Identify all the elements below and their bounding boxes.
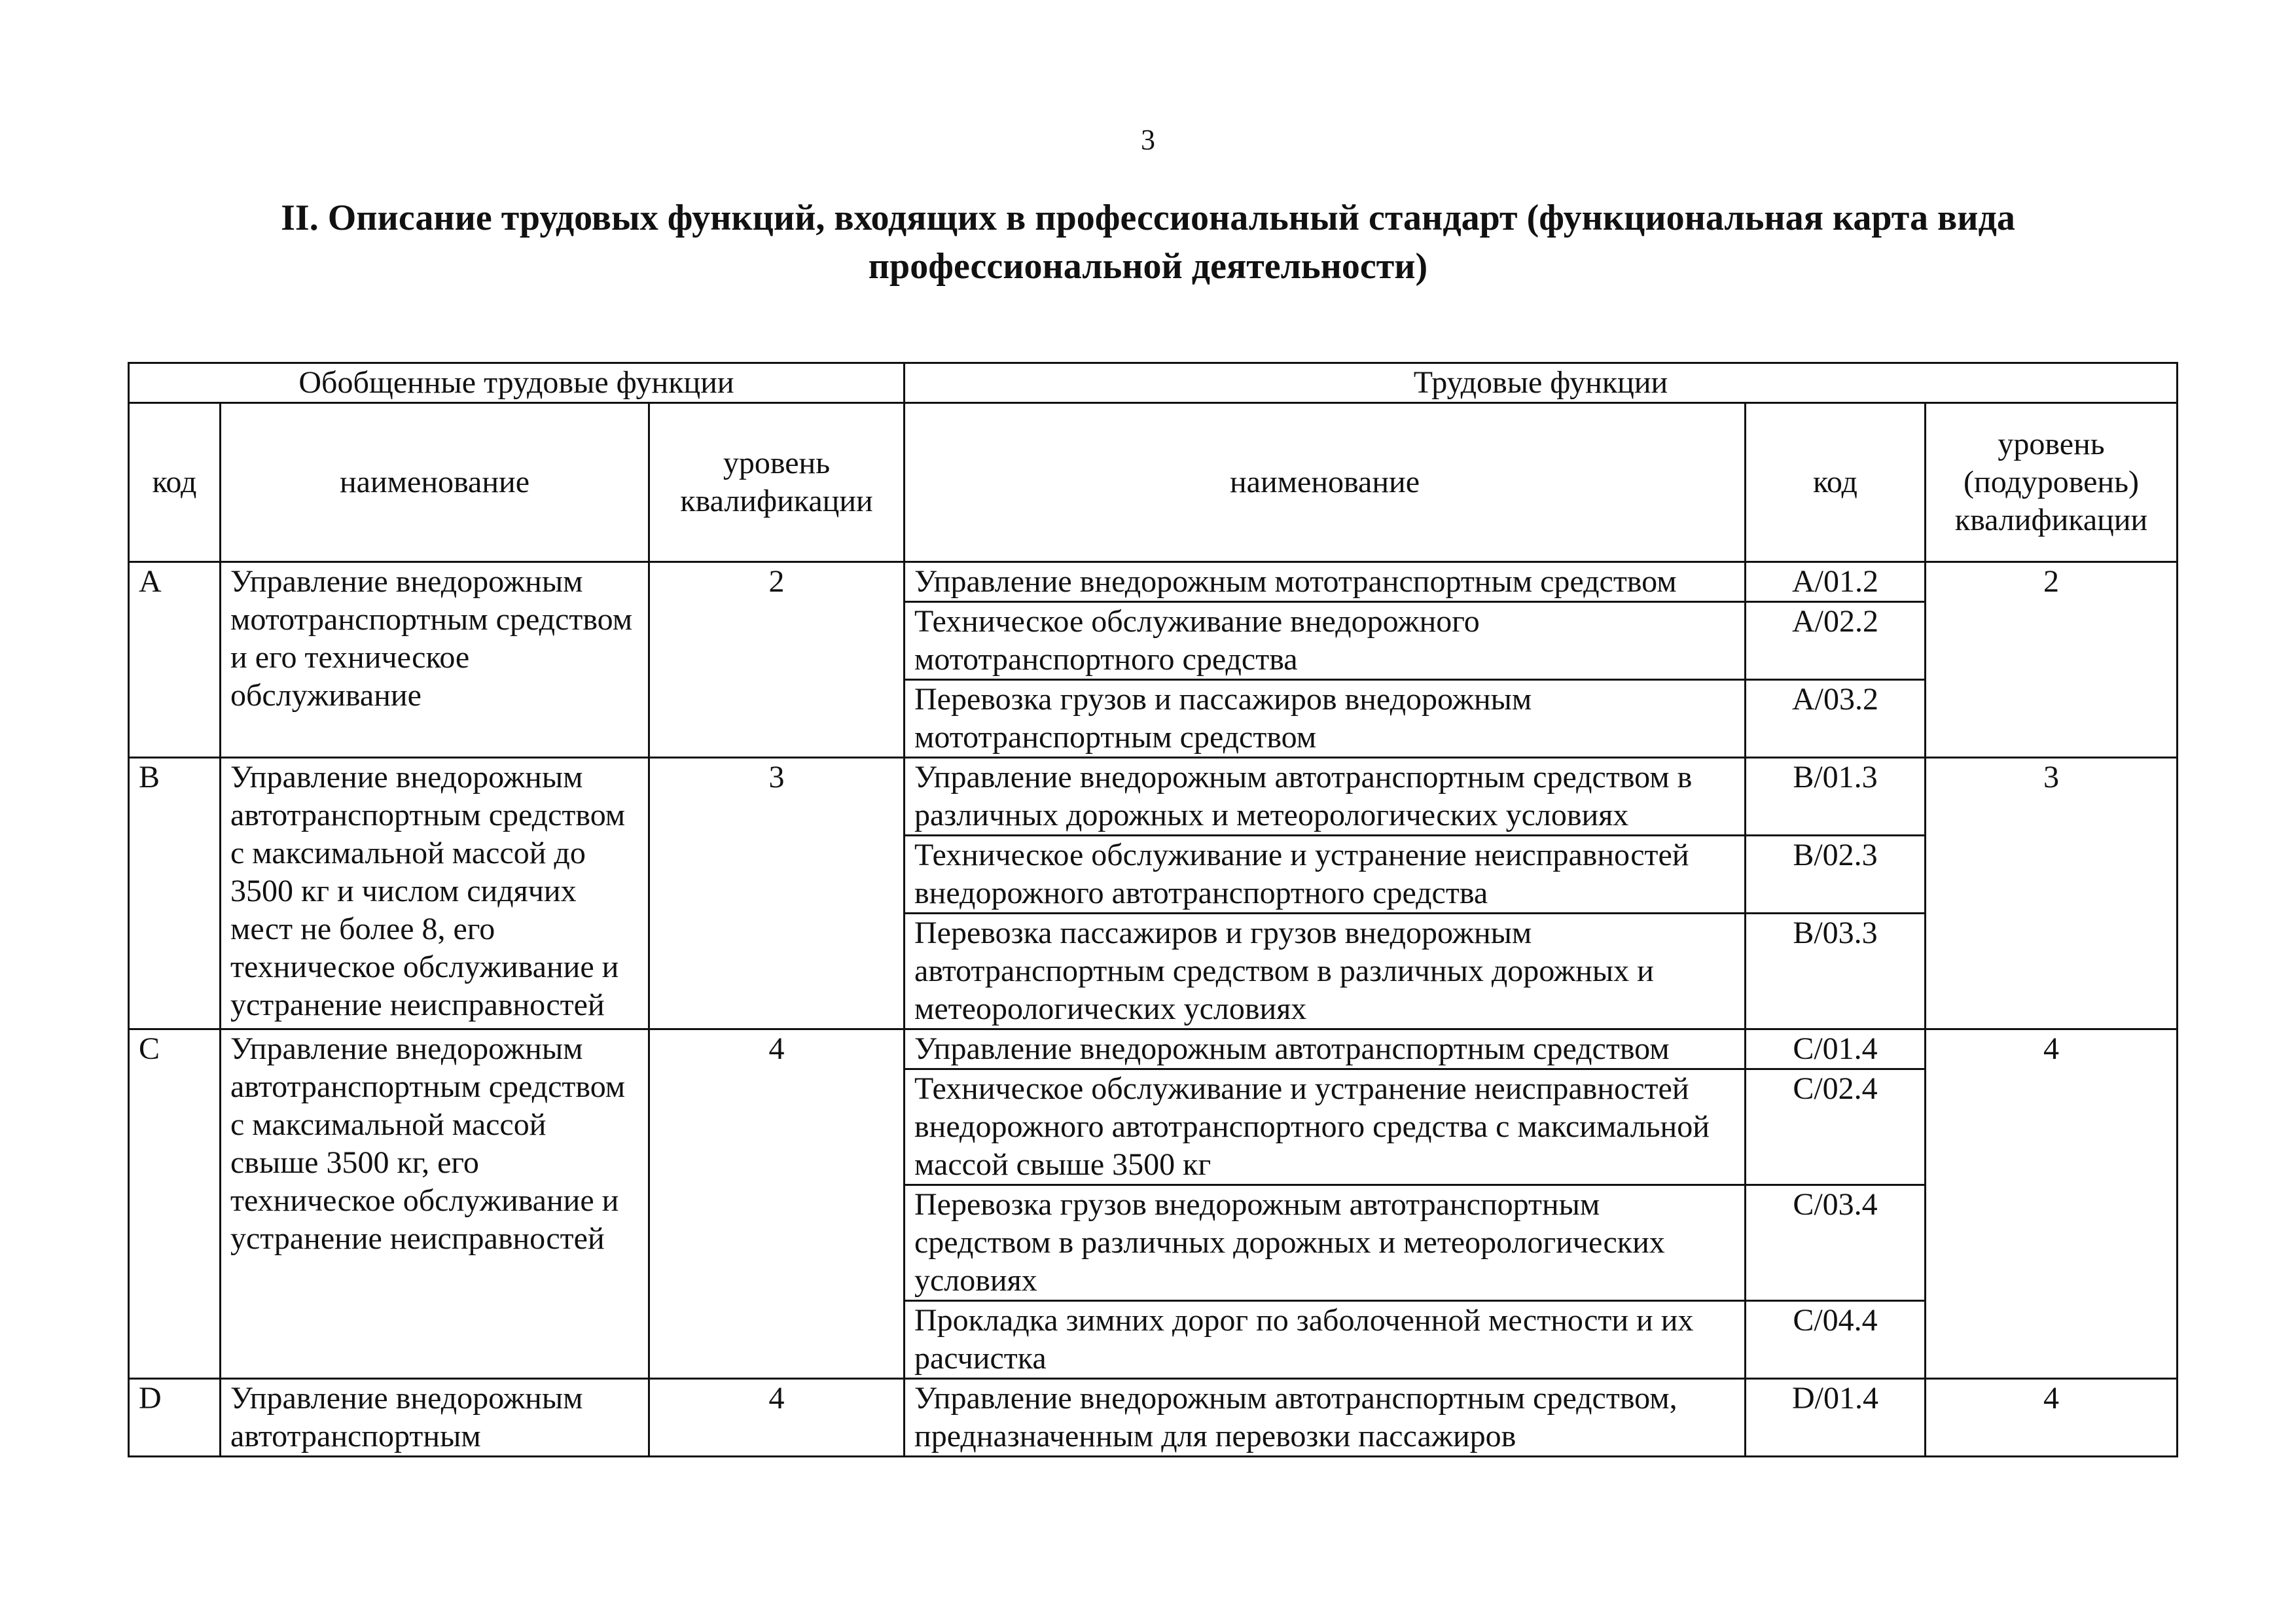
function-sublevel: 4 bbox=[1926, 1379, 2178, 1457]
group-name: Управление внедорожным автотранспортным средством с максимальной массой до 3500 кг и числом сидячих мест не более 8, его техническое обслуживание и устранение неисправностей bbox=[221, 758, 649, 1029]
function-name: Управление внедорожным автотранспортным средством, предназначенным для перевозки пассажиров bbox=[905, 1379, 1746, 1457]
group-level: 4 bbox=[649, 1029, 905, 1379]
group-code: C bbox=[129, 1029, 221, 1379]
function-name: Перевозка грузов внедорожным автотранспортным средством в различных дорожных и метеорологических условиях bbox=[905, 1185, 1746, 1301]
function-name: Техническое обслуживание внедорожного мототранспортного средства bbox=[905, 602, 1746, 680]
group-code: A bbox=[129, 562, 221, 758]
function-code: A/01.2 bbox=[1746, 562, 1926, 602]
function-name: Прокладка зимних дорог по заболоченной местности и их расчистка bbox=[905, 1301, 1746, 1379]
function-name: Техническое обслуживание и устранение неисправностей внедорожного автотранспортного средства с максимальной массой свыше 3500 кг bbox=[905, 1069, 1746, 1185]
function-code: B/01.3 bbox=[1746, 758, 1926, 836]
function-name: Управление внедорожным автотранспортным средством в различных дорожных и метеорологических условиях bbox=[905, 758, 1746, 836]
labor-functions-header: Трудовые функции bbox=[905, 363, 2178, 403]
table-row bbox=[129, 1029, 2178, 1069]
col-func-level bbox=[1926, 403, 2178, 562]
group-code: B bbox=[129, 758, 221, 1029]
section-heading bbox=[118, 194, 2178, 291]
heading-line-2: профессиональной деятельности) bbox=[868, 246, 1428, 287]
function-code: C/02.4 bbox=[1746, 1069, 1926, 1185]
group-header-row bbox=[129, 363, 2178, 403]
function-code: B/02.3 bbox=[1746, 836, 1926, 914]
functional-map-table bbox=[128, 362, 2178, 1457]
function-code: A/03.2 bbox=[1746, 680, 1926, 758]
col-func-name: наименование bbox=[905, 403, 1746, 562]
page-number: 3 bbox=[1141, 124, 1155, 156]
col-gen-level: уровень квалификации bbox=[649, 403, 905, 562]
col-func-code: код bbox=[1746, 403, 1926, 562]
function-sublevel: 4 bbox=[1926, 1029, 2178, 1379]
group-code: D bbox=[129, 1379, 221, 1457]
table-row bbox=[129, 758, 2178, 836]
col-gen-code: код bbox=[129, 403, 221, 562]
function-name: Перевозка грузов и пассажиров внедорожным мототранспортным средством bbox=[905, 680, 1746, 758]
function-code: C/04.4 bbox=[1746, 1301, 1926, 1379]
col-func-level-line-1: уровень bbox=[1998, 427, 2105, 461]
col-func-level-line-3: квалификации bbox=[1954, 503, 2148, 537]
function-sublevel: 3 bbox=[1926, 758, 2178, 1029]
group-name: Управление внедорожным мототранспортным средством и его техническое обслуживание bbox=[221, 562, 649, 758]
function-name: Управление внедорожным мототранспортным средством bbox=[905, 562, 1746, 602]
function-code: B/03.3 bbox=[1746, 914, 1926, 1029]
table-row bbox=[129, 562, 2178, 602]
group-level: 2 bbox=[649, 562, 905, 758]
group-name: Управление внедорожным автотранспортным bbox=[221, 1379, 649, 1457]
function-sublevel: 2 bbox=[1926, 562, 2178, 758]
group-level: 4 bbox=[649, 1379, 905, 1457]
table-row bbox=[129, 1379, 2178, 1457]
function-code: A/02.2 bbox=[1746, 602, 1926, 680]
generalized-functions-header: Обобщенные трудовые функции bbox=[129, 363, 905, 403]
function-code: D/01.4 bbox=[1746, 1379, 1926, 1457]
function-code: C/03.4 bbox=[1746, 1185, 1926, 1301]
heading-line-1: II. Описание трудовых функций, входящих в профессиональный стандарт (функциональная карта вида bbox=[281, 198, 2015, 238]
column-header-row bbox=[129, 403, 2178, 562]
col-gen-name: наименование bbox=[221, 403, 649, 562]
function-name: Техническое обслуживание и устранение неисправностей внедорожного автотранспортного средства bbox=[905, 836, 1746, 914]
function-name: Управление внедорожным автотранспортным средством bbox=[905, 1029, 1746, 1069]
group-level: 3 bbox=[649, 758, 905, 1029]
function-name: Перевозка пассажиров и грузов внедорожным автотранспортным средством в различных дорожных и метеорологических условиях bbox=[905, 914, 1746, 1029]
col-func-level-line-2: (подуровень) bbox=[1964, 465, 2139, 499]
group-name: Управление внедорожным автотранспортным средством с максимальной массой свыше 3500 кг, его техническое обслуживание и устранение неисправностей bbox=[221, 1029, 649, 1379]
function-code: C/01.4 bbox=[1746, 1029, 1926, 1069]
